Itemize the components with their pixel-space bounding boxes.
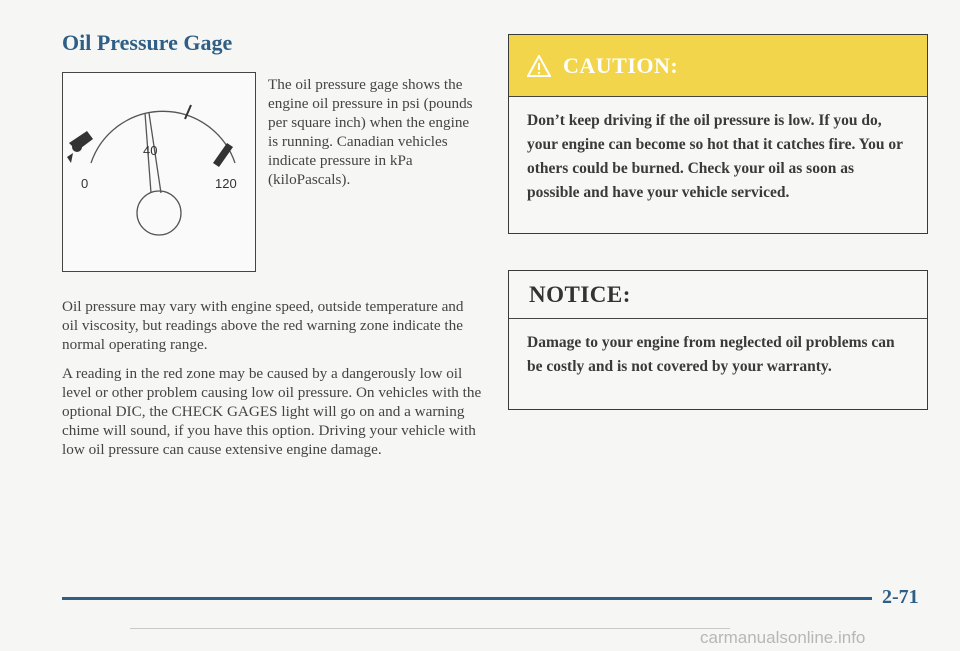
paragraph-normal-range: Oil pressure may vary with engine speed, outside temperature and oil viscosity, but readings above the red warning zone indicate the normal operating range. [62, 298, 464, 353]
warning-triangle-icon [527, 55, 551, 77]
notice-box [508, 270, 928, 410]
intro-paragraph: The oil pressure gage shows the engine oil pressure in psi (pounds per square inch) when the engine is running. Canadian vehicles indicate pressure in kPa (kiloPascals). [268, 76, 473, 188]
oil-can-icon [67, 131, 93, 163]
bottom-line [130, 628, 730, 629]
caution-body: Don’t keep driving if the oil pressure is low. If you do, your engine can become so hot that it catches fire. You or others could be burned. Check your oil as soon as possible and have your vehicle serviced. [527, 112, 903, 201]
gauge-max-label: 120 [215, 176, 237, 191]
footer-rule [62, 597, 872, 600]
notice-header [509, 271, 927, 319]
watermark: carmanualsonline.info [700, 628, 866, 647]
gauge-arc [91, 111, 235, 163]
notice-body: Damage to your engine from neglected oil problems can be costly and is not covered by your warranty. [527, 334, 895, 375]
oil-pressure-gauge-illustration [62, 72, 256, 272]
caution-box [508, 34, 928, 234]
body-text [62, 297, 482, 469]
gauge-min-label: 0 [81, 176, 89, 191]
notice-title: NOTICE: [529, 281, 631, 307]
paragraph-red-zone: A reading in the red zone may be caused by a dangerously low oil level or other problem causing low oil pressure. On vehicles with the optional DIC, the CHECK GAGES light will go on and a warning chime will sound, if you have this option. Driving your vehicle with low oil pressure can cause extensive engine damage. [62, 365, 482, 458]
gauge-mid-label: 40 [143, 143, 158, 158]
gauge-tick-max [213, 143, 233, 167]
caution-title: CAUTION: [563, 52, 679, 78]
page-heading: Oil Pressure Gage [62, 30, 233, 55]
gauge-hub [137, 191, 181, 235]
page-number: 2-71 [882, 586, 919, 608]
caution-header [509, 35, 927, 97]
